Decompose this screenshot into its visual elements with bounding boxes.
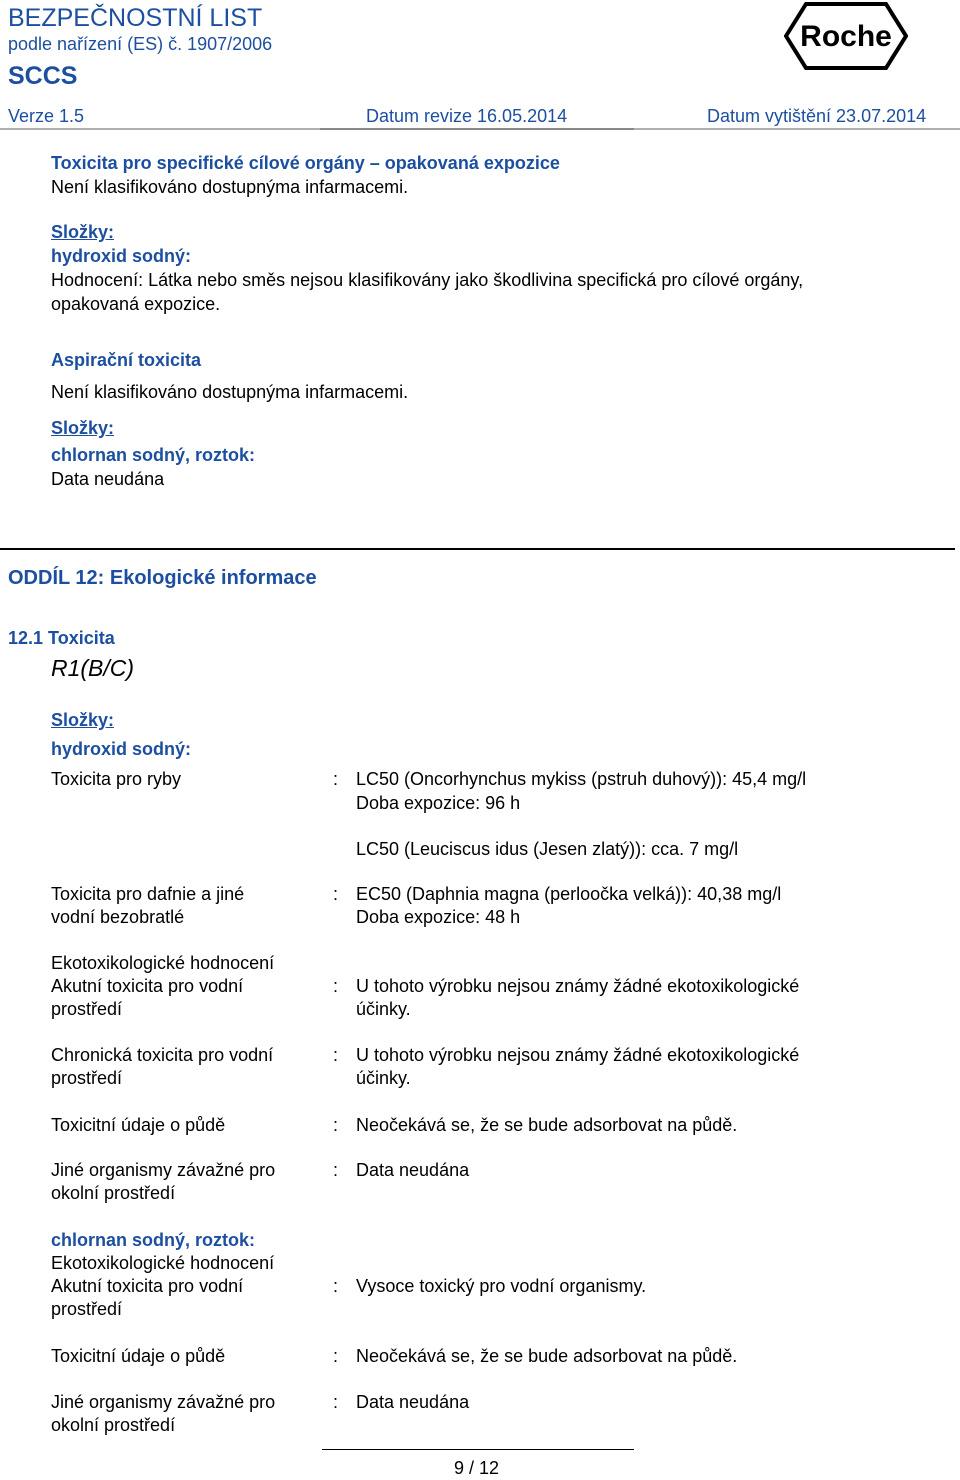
version-label: Verze 1.5 (8, 106, 85, 126)
acute-aquatic-value: Vysoce toxický pro vodní organismy. (356, 1276, 647, 1296)
components-label: Složky: (51, 710, 115, 730)
daphnia-toxicity-value: EC50 (Daphnia magna (perloočka velká)): 40,38 mg/l (356, 884, 782, 904)
chronic-aquatic-value: U tohoto výrobku nejsou známy žádné ekotoxikologické (356, 1045, 800, 1065)
fish-toxicity-value-2: LC50 (Leuciscus idus (Jesen zlatý)): cca. 7 mg/l (356, 839, 739, 859)
section-12-title: ODDÍL 12: Ekologické informace (8, 567, 317, 589)
section-divider (0, 548, 955, 550)
separator: : (333, 1346, 339, 1366)
aspiration-toxicity-title: Aspirační toxicita (51, 350, 202, 370)
eco-assessment-heading-2: Ekotoxikologické hodnocení (51, 1253, 275, 1273)
revision-date: Datum revize 16.05.2014 (366, 106, 568, 126)
other-organisms-label: Jiné organismy závažné pro (51, 1392, 276, 1412)
chronic-aquatic-value-2: účinky. (356, 1068, 411, 1088)
aspiration-not-classified: Není klasifikováno dostupnýma infarmacemi. (51, 382, 409, 402)
substance-sodium-hydroxide: hydroxid sodný: (51, 739, 192, 759)
soil-toxicity-label: Toxicitní údaje o půdě (51, 1115, 226, 1135)
other-organisms-label-2: okolní prostředí (51, 1183, 176, 1203)
subsection-12-1-title: 12.1 Toxicita (8, 628, 115, 648)
separator: : (333, 1115, 339, 1135)
separator: : (333, 1276, 339, 1296)
footer-divider (322, 1449, 634, 1450)
assessment-line-2: opakovaná expozice. (51, 294, 221, 314)
product-name: SCCS (8, 62, 78, 90)
components-label: Složky: (51, 222, 115, 242)
soil-toxicity-label: Toxicitní údaje o půdě (51, 1346, 226, 1366)
daphnia-exposure-time: Doba expozice: 48 h (356, 907, 521, 927)
eco-assessment-heading: Ekotoxikologické hodnocení (51, 953, 275, 973)
separator: : (333, 1392, 339, 1412)
header-divider-right (634, 128, 960, 130)
separator: : (333, 769, 339, 789)
stot-re-not-classified: Není klasifikováno dostupnýma infarmacemi. (51, 177, 409, 197)
separator: : (333, 976, 339, 996)
other-organisms-label-2: okolní prostředí (51, 1415, 176, 1435)
substance-sodium-hypochlorite: chlornan sodný, roztok: (51, 445, 256, 465)
chronic-aquatic-label-2: prostředí (51, 1068, 123, 1088)
logo-text: Roche (800, 20, 892, 53)
other-organisms-value: Data neudána (356, 1392, 470, 1412)
components-label: Složky: (51, 418, 115, 438)
separator: : (333, 1045, 339, 1065)
fish-toxicity-value: LC50 (Oncorhynchus mykiss (pstruh duhový)): 45,4 mg/l (356, 769, 807, 789)
document-header (0, 0, 960, 130)
assessment-line-1: Hodnocení: Látka nebo směs nejsou klasifikovány jako škodlivina specifická pro cílové orgány, (51, 270, 804, 290)
regulation-reference: podle nařízení (ES) č. 1907/2006 (8, 34, 273, 54)
fish-exposure-time: Doba expozice: 96 h (356, 793, 521, 813)
daphnia-toxicity-label: Toxicita pro dafnie a jiné (51, 884, 245, 904)
other-organisms-value: Data neudána (356, 1160, 470, 1180)
page-number: 9 / 12 (454, 1458, 500, 1478)
acute-aquatic-label: Akutní toxicita pro vodní (51, 1276, 244, 1296)
daphnia-toxicity-label-2: vodní bezobratlé (51, 907, 185, 927)
substance-sodium-hypochlorite: chlornan sodný, roztok: (51, 1230, 256, 1250)
chronic-aquatic-label: Chronická toxicita pro vodní (51, 1045, 274, 1065)
acute-aquatic-label-2: prostředí (51, 999, 123, 1019)
separator: : (333, 884, 339, 904)
no-data-text: Data neudána (51, 469, 165, 489)
soil-toxicity-value: Neočekává se, že se bude adsorbovat na půdě. (356, 1115, 738, 1135)
acute-aquatic-label-2: prostředí (51, 1299, 123, 1319)
acute-aquatic-value-2: účinky. (356, 999, 411, 1019)
r-phrase: R1(B/C) (51, 655, 135, 681)
separator: : (333, 1160, 339, 1180)
substance-sodium-hydroxide: hydroxid sodný: (51, 246, 192, 266)
soil-toxicity-value: Neočekává se, že se bude adsorbovat na půdě. (356, 1346, 738, 1366)
acute-aquatic-label: Akutní toxicita pro vodní (51, 976, 244, 996)
roche-logo-icon (784, 2, 908, 70)
stot-re-title: Toxicita pro specifické cílové orgány – opakovaná expozice (51, 153, 560, 173)
header-divider-left (0, 128, 320, 130)
acute-aquatic-value: U tohoto výrobku nejsou známy žádné ekotoxikologické (356, 976, 800, 996)
print-date: Datum vytištění 23.07.2014 (707, 106, 927, 126)
document-title: BEZPEČNOSTNÍ LIST (8, 4, 263, 32)
other-organisms-label: Jiné organismy závažné pro (51, 1160, 276, 1180)
fish-toxicity-label: Toxicita pro ryby (51, 769, 182, 789)
